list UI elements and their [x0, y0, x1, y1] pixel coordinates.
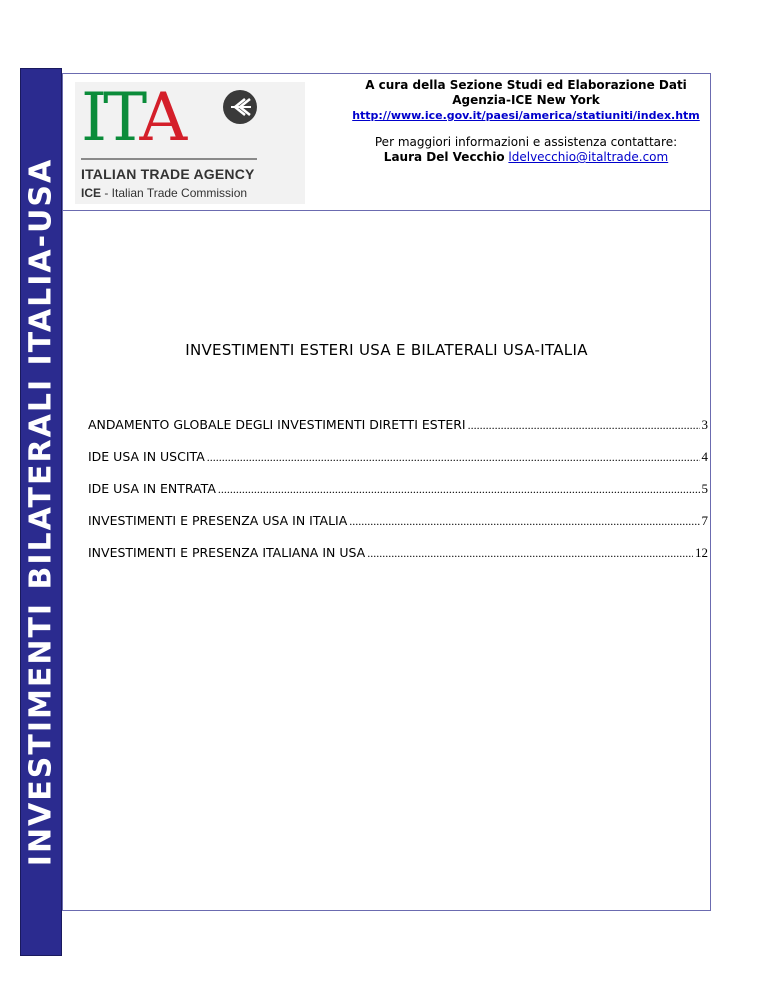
- logo-letter-a: A: [139, 79, 184, 156]
- toc-entry[interactable]: [88, 481, 708, 498]
- toc-entry[interactable]: [88, 449, 708, 466]
- logo-mark: [81, 79, 184, 156]
- header: [63, 74, 710, 211]
- logo-divider: [81, 158, 257, 160]
- side-banner-text: INVESTIMENTI BILATERALI ITALIA-USA: [23, 157, 59, 867]
- logo-subtitle: [81, 186, 247, 200]
- contact-name: Laura Del Vecchio: [383, 150, 505, 164]
- logo-sub-rest: - Italian Trade Commission: [101, 186, 248, 200]
- toc-page-number: 5: [701, 481, 708, 496]
- header-line-2: Agenzia-ICE New York: [452, 93, 600, 107]
- ice-website-link[interactable]: http://www.ice.gov.it/paesi/america/statiuniti/index.htm: [352, 109, 700, 122]
- toc-leader-dots: [367, 546, 693, 561]
- toc-leader-dots: [207, 450, 700, 465]
- toc-entry-label: IDE USA IN ENTRATA: [88, 481, 216, 496]
- logo-sub-bold: ICE: [81, 186, 102, 200]
- toc-leader-dots: [218, 482, 700, 497]
- contact-email-link[interactable]: ldelvecchio@italtrade.com: [508, 150, 669, 164]
- toc-page-number: 4: [701, 449, 708, 464]
- toc-leader-dots: [468, 418, 700, 433]
- logo-letter-i: I: [81, 79, 104, 156]
- toc-page-number: 12: [695, 545, 708, 560]
- side-banner: [20, 68, 62, 956]
- header-contact: [349, 78, 703, 165]
- table-of-contents: [88, 417, 708, 577]
- toc-entry-label: INVESTIMENTI E PRESENZA USA IN ITALIA: [88, 513, 348, 528]
- arrows-emblem-icon: [223, 90, 257, 124]
- logo-agency-name: ITALIAN TRADE AGENCY: [81, 166, 255, 182]
- toc-entry[interactable]: [88, 545, 708, 562]
- toc-entry-label: ANDAMENTO GLOBALE DEGLI INVESTIMENTI DIRETTI ESTERI: [88, 417, 466, 432]
- ita-logo: [75, 79, 305, 204]
- toc-leader-dots: [349, 514, 699, 529]
- toc-entry[interactable]: [88, 513, 708, 530]
- toc-page-number: 7: [701, 513, 708, 528]
- document-title: INVESTIMENTI ESTERI USA E BILATERALI USA-ITALIA: [185, 341, 588, 359]
- toc-page-number: 3: [701, 417, 708, 432]
- contact-line: Per maggiori informazioni e assistenza contattare:: [374, 135, 678, 149]
- header-line-1: A cura della Sezione Studi ed Elaborazione Dati: [365, 78, 687, 92]
- toc-entry-label: IDE USA IN USCITA: [88, 449, 205, 464]
- toc-entry[interactable]: [88, 417, 708, 434]
- toc-entry-label: INVESTIMENTI E PRESENZA ITALIANA IN USA: [88, 545, 366, 560]
- cover-page: [62, 73, 711, 911]
- logo-letter-t: T: [103, 79, 140, 156]
